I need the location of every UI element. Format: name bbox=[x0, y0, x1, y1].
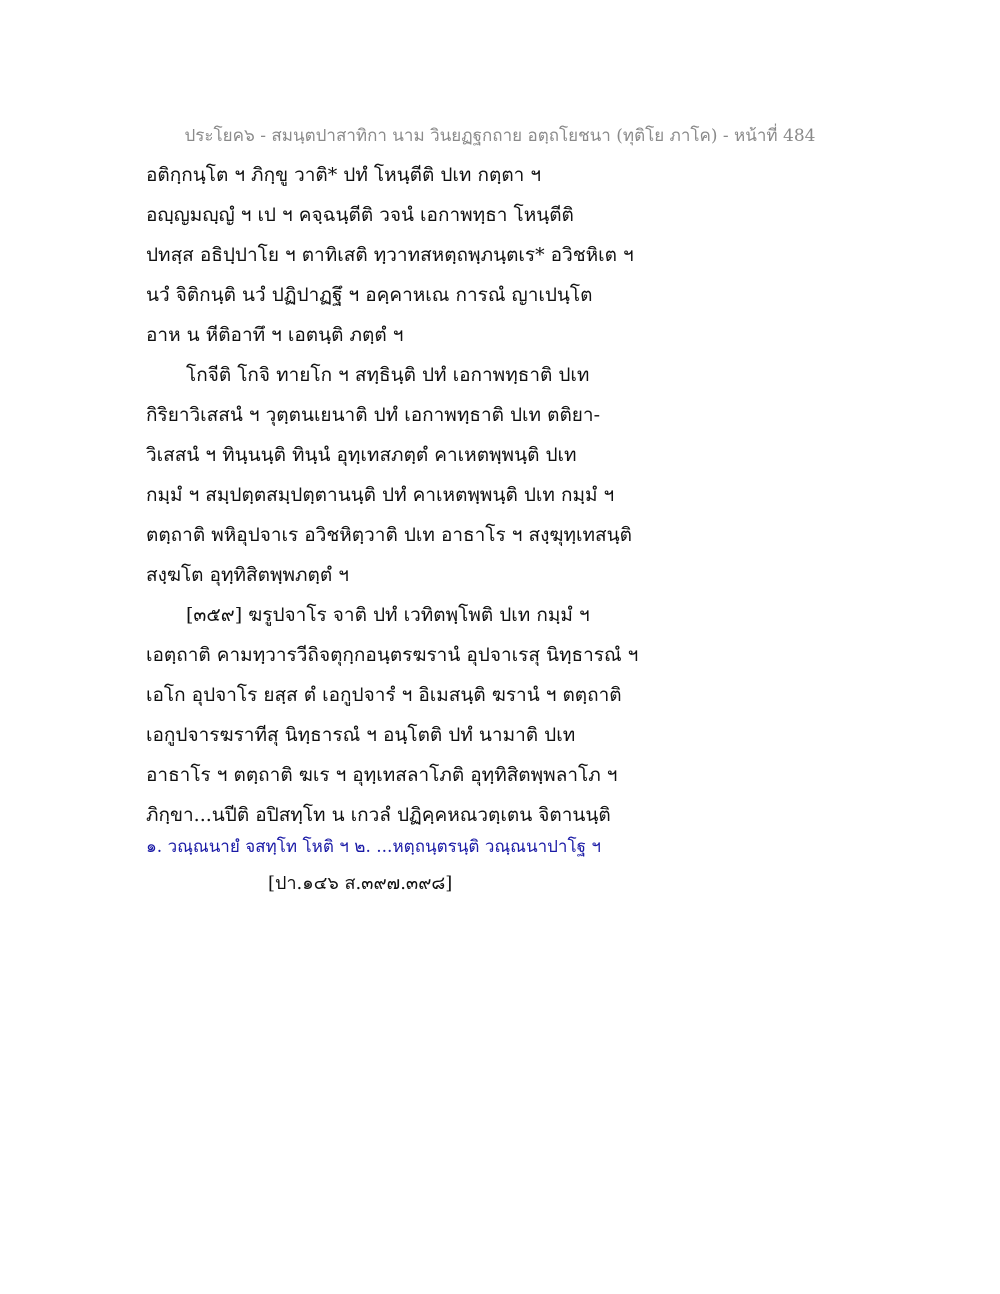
text-line: สงฺฆโต อุทฺทิสิตพฺพภตฺตํ ฯ bbox=[146, 564, 349, 586]
page-reference: [ปา.๑๔๖ ส.๓๙๗.๓๙๘] bbox=[268, 873, 453, 894]
text-line: กมฺมํ ฯ สมฺปตฺตสมฺปตฺตานนฺติ ปทํ คาเหตพฺพนฺติ ปเท กมฺมํ ฯ bbox=[146, 484, 615, 506]
page-header: ประโยค๖ - สมนฺตปาสาทิกา นาม วินยฏฐกถาย อตฺถโยชนา (ทุติโย ภาโค) - หน้าที่ 484 bbox=[184, 126, 816, 146]
text-line: กิริยาวิเสสนํ ฯ วุตฺตนเยนาติ ปทํ เอกาพทฺธาติ ปเท ตติยา- bbox=[146, 404, 601, 426]
text-line: อาธาโร ฯ ตตฺถาติ ฆเร ฯ อุทฺเทสลาโภติ อุทฺทิสิตพฺพลาโภ ฯ bbox=[146, 764, 618, 786]
text-line: นวํ จิติกนฺติ นวํ ปฏิปาฏฐึ ฯ อคฺคาหเณ การณํ ญาเปนฺโต bbox=[146, 284, 593, 306]
paragraph-start-line: โกจีติ โกจิ ทายโก ฯ สทฺธินฺติ ปทํ เอกาพทฺธาติ ปเท bbox=[186, 364, 590, 386]
footnote: ๑. วณฺณนายํ จสทฺโท โหติ ฯ ๒. ...หตฺถนฺตรนฺติ วณฺณนาปาโฐ ฯ bbox=[146, 837, 601, 857]
text-line: เอตฺถาติ คามทฺวารวีถิจตุกฺกอนฺตรฆรานํ อุปจาเรสุ นิทฺธารณํ ฯ bbox=[146, 644, 639, 666]
text-line: ตตฺถาติ พหิอุปจาเร อวิชหิตฺวาติ ปเท อาธาโร ฯ สงฺฆุทฺเทสนฺติ bbox=[146, 524, 632, 546]
text-line: เอโก อุปจาโร ยสฺส ตํ เอกูปจารํ ฯ อิเมสนฺติ ฆรานํ ฯ ตตฺถาติ bbox=[146, 684, 622, 706]
text-line: วิเสสนํ ฯ ทินฺนนฺติ ทินฺนํ อุทฺเทสภตฺตํ คาเหตพฺพนฺติ ปเท bbox=[146, 444, 577, 466]
text-line: ภิกฺขา...นปีติ อปิสทฺโท น เกวลํ ปฏิคฺคหณวตฺเตน จิตานนฺติ bbox=[146, 804, 611, 826]
text-line: เอกูปจารฆราทีสุ นิทฺธารณํ ฯ อนฺโตติ ปทํ นามาติ ปเท bbox=[146, 724, 576, 746]
text-line: อติกฺกนฺโต ฯ ภิกฺขู วาติ* ปทํ โหนฺตีติ ปเท กตฺตา ฯ bbox=[146, 164, 542, 186]
text-line: ปทสฺส อธิปฺปาโย ฯ ตาทิเสติ ทฺวาทสหตฺถพฺภนฺตเร* อวิชหิเต ฯ bbox=[146, 244, 634, 266]
text-line: อาห น หีติอาทึ ฯ เอตนฺติ ภตฺตํ ฯ bbox=[146, 324, 404, 346]
text-line: อญฺญมญฺญํ ฯ เป ฯ คจฺฉนฺตีติ วจนํ เอกาพทฺธา โหนฺตีติ bbox=[146, 204, 574, 226]
paragraph-start-line: [๓๕๙] ฆรูปจาโร จาติ ปทํ เวทิตพฺโพติ ปเท กมฺมํ ฯ bbox=[186, 604, 590, 626]
body-text bbox=[146, 158, 646, 838]
